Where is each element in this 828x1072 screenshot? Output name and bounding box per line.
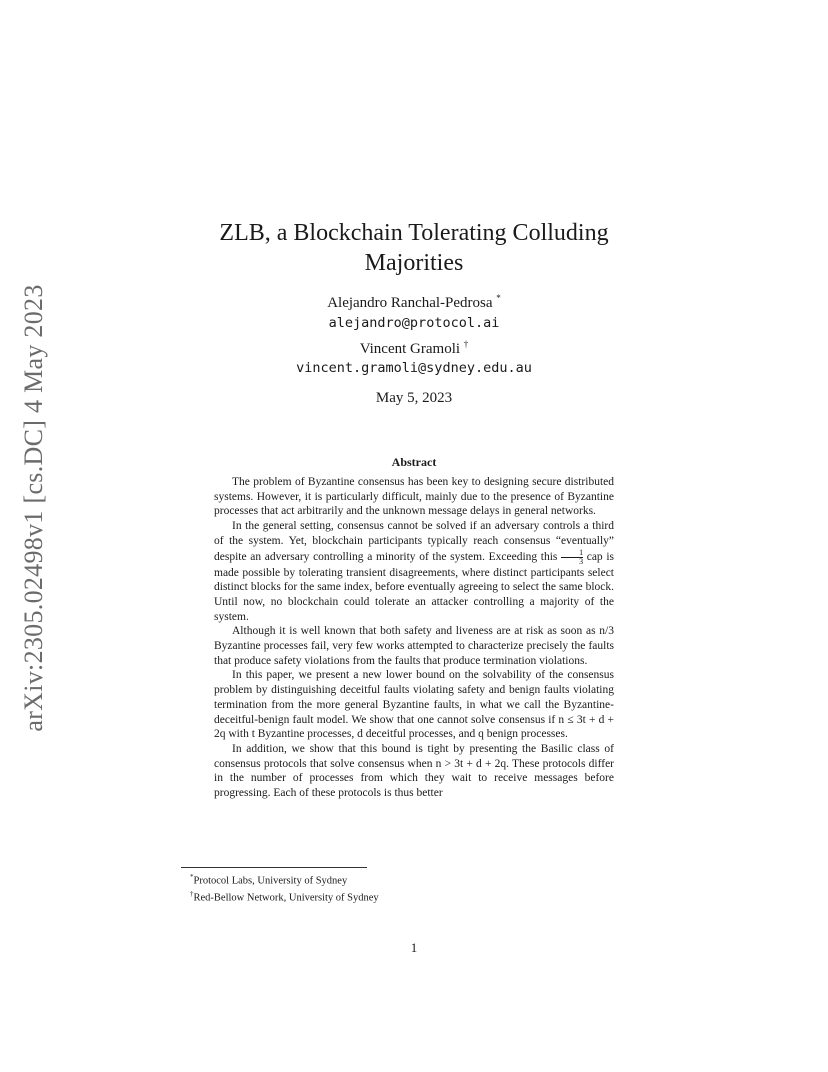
footnote-1 — [190, 871, 620, 888]
arxiv-id-text: arXiv:2305.02498v1 [cs.DC] 4 May 2023 — [19, 283, 48, 732]
footnotes — [190, 871, 620, 905]
fraction-numerator: 1 — [561, 549, 583, 558]
footnote-2 — [190, 888, 620, 905]
footnote-1-text: Protocol Labs, University of Sydney — [193, 875, 348, 887]
arxiv-side-identifier — [14, 285, 54, 730]
abstract-body — [214, 475, 614, 801]
page-number: 1 — [410, 940, 418, 955]
author-1-name: Alejandro Ranchal-Pedrosa — [327, 295, 493, 311]
footnote-2-mark: † — [190, 890, 194, 898]
abstract-paragraph-2-end: cap is made possible by tolerating transient disagreements, where distinct participants select distinct blocks for the same index, before eventually agreeing to select the same block. Until now, no blockchain could tolerate an attacker controlling a majority of the system. — [214, 550, 614, 623]
footnote-2-text: Red-Bellow Network, University of Sydney — [193, 892, 379, 904]
abstract-paragraph-4: In this paper, we present a new lower bound on the solvability of the consensus problem by distinguishing deceitful faults violating safety and benign faults violating termination from the more general Byzantine faults, in what we call the Byzantine-deceitful-benign fault model. We show that one cannot solve consensus if n ≤ 3t + d + 2q with t Byzantine processes, d deceitful processes, and q benign processes. — [214, 669, 614, 741]
footnote-rule — [181, 867, 367, 868]
abstract-paragraph-2 — [214, 519, 614, 624]
author-1-mark: * — [496, 293, 501, 303]
author-2-mark: † — [463, 339, 469, 349]
author-2-name: Vincent Gramoli — [359, 341, 461, 357]
author-2 — [200, 339, 628, 358]
abstract-paragraph-2-start: In the general setting, consensus cannot be solved if an adversary controls a third of the system. Yet, blockchain participants typically reach consensus “eventually” despite an adversary controlling a minority of the system. Exceeding this — [214, 520, 614, 563]
abstract-paragraph-3: Although it is well known that both safety and liveness are at risk as soon as n/3 Byzantine processes fail, very few works attempted to characterize precisely the faults that produce safety violations from the faults that produce termination violations. — [214, 625, 614, 667]
one-third-fraction — [561, 549, 583, 566]
abstract-heading: Abstract — [391, 455, 437, 469]
author-1-email[interactable]: alejandro@protocol.ai — [328, 315, 500, 331]
abstract-paragraph-1: The problem of Byzantine consensus has been key to designing secure distributed systems. However, it is particularly difficult, mainly due to the presence of Byzantine processes that act arbitrarily and the unknown message delays in general networks. — [214, 476, 614, 518]
abstract-paragraph-5: In addition, we show that this bound is tight by presenting the Basilic class of consensus protocols that solve consensus when n > 3t + d + 2q. These protocols differ in the number of processes from which they wait to receive messages before progressing. Each of these protocols is thus better — [214, 742, 614, 800]
author-1 — [200, 293, 628, 312]
paper-date: May 5, 2023 — [375, 390, 453, 406]
fraction-denominator: 3 — [579, 556, 584, 566]
author-2-email[interactable]: vincent.gramoli@sydney.edu.au — [296, 360, 532, 376]
paper-title: ZLB, a Blockchain Tolerating Colluding Majorities — [219, 220, 609, 276]
footnote-1-mark: * — [190, 873, 194, 881]
